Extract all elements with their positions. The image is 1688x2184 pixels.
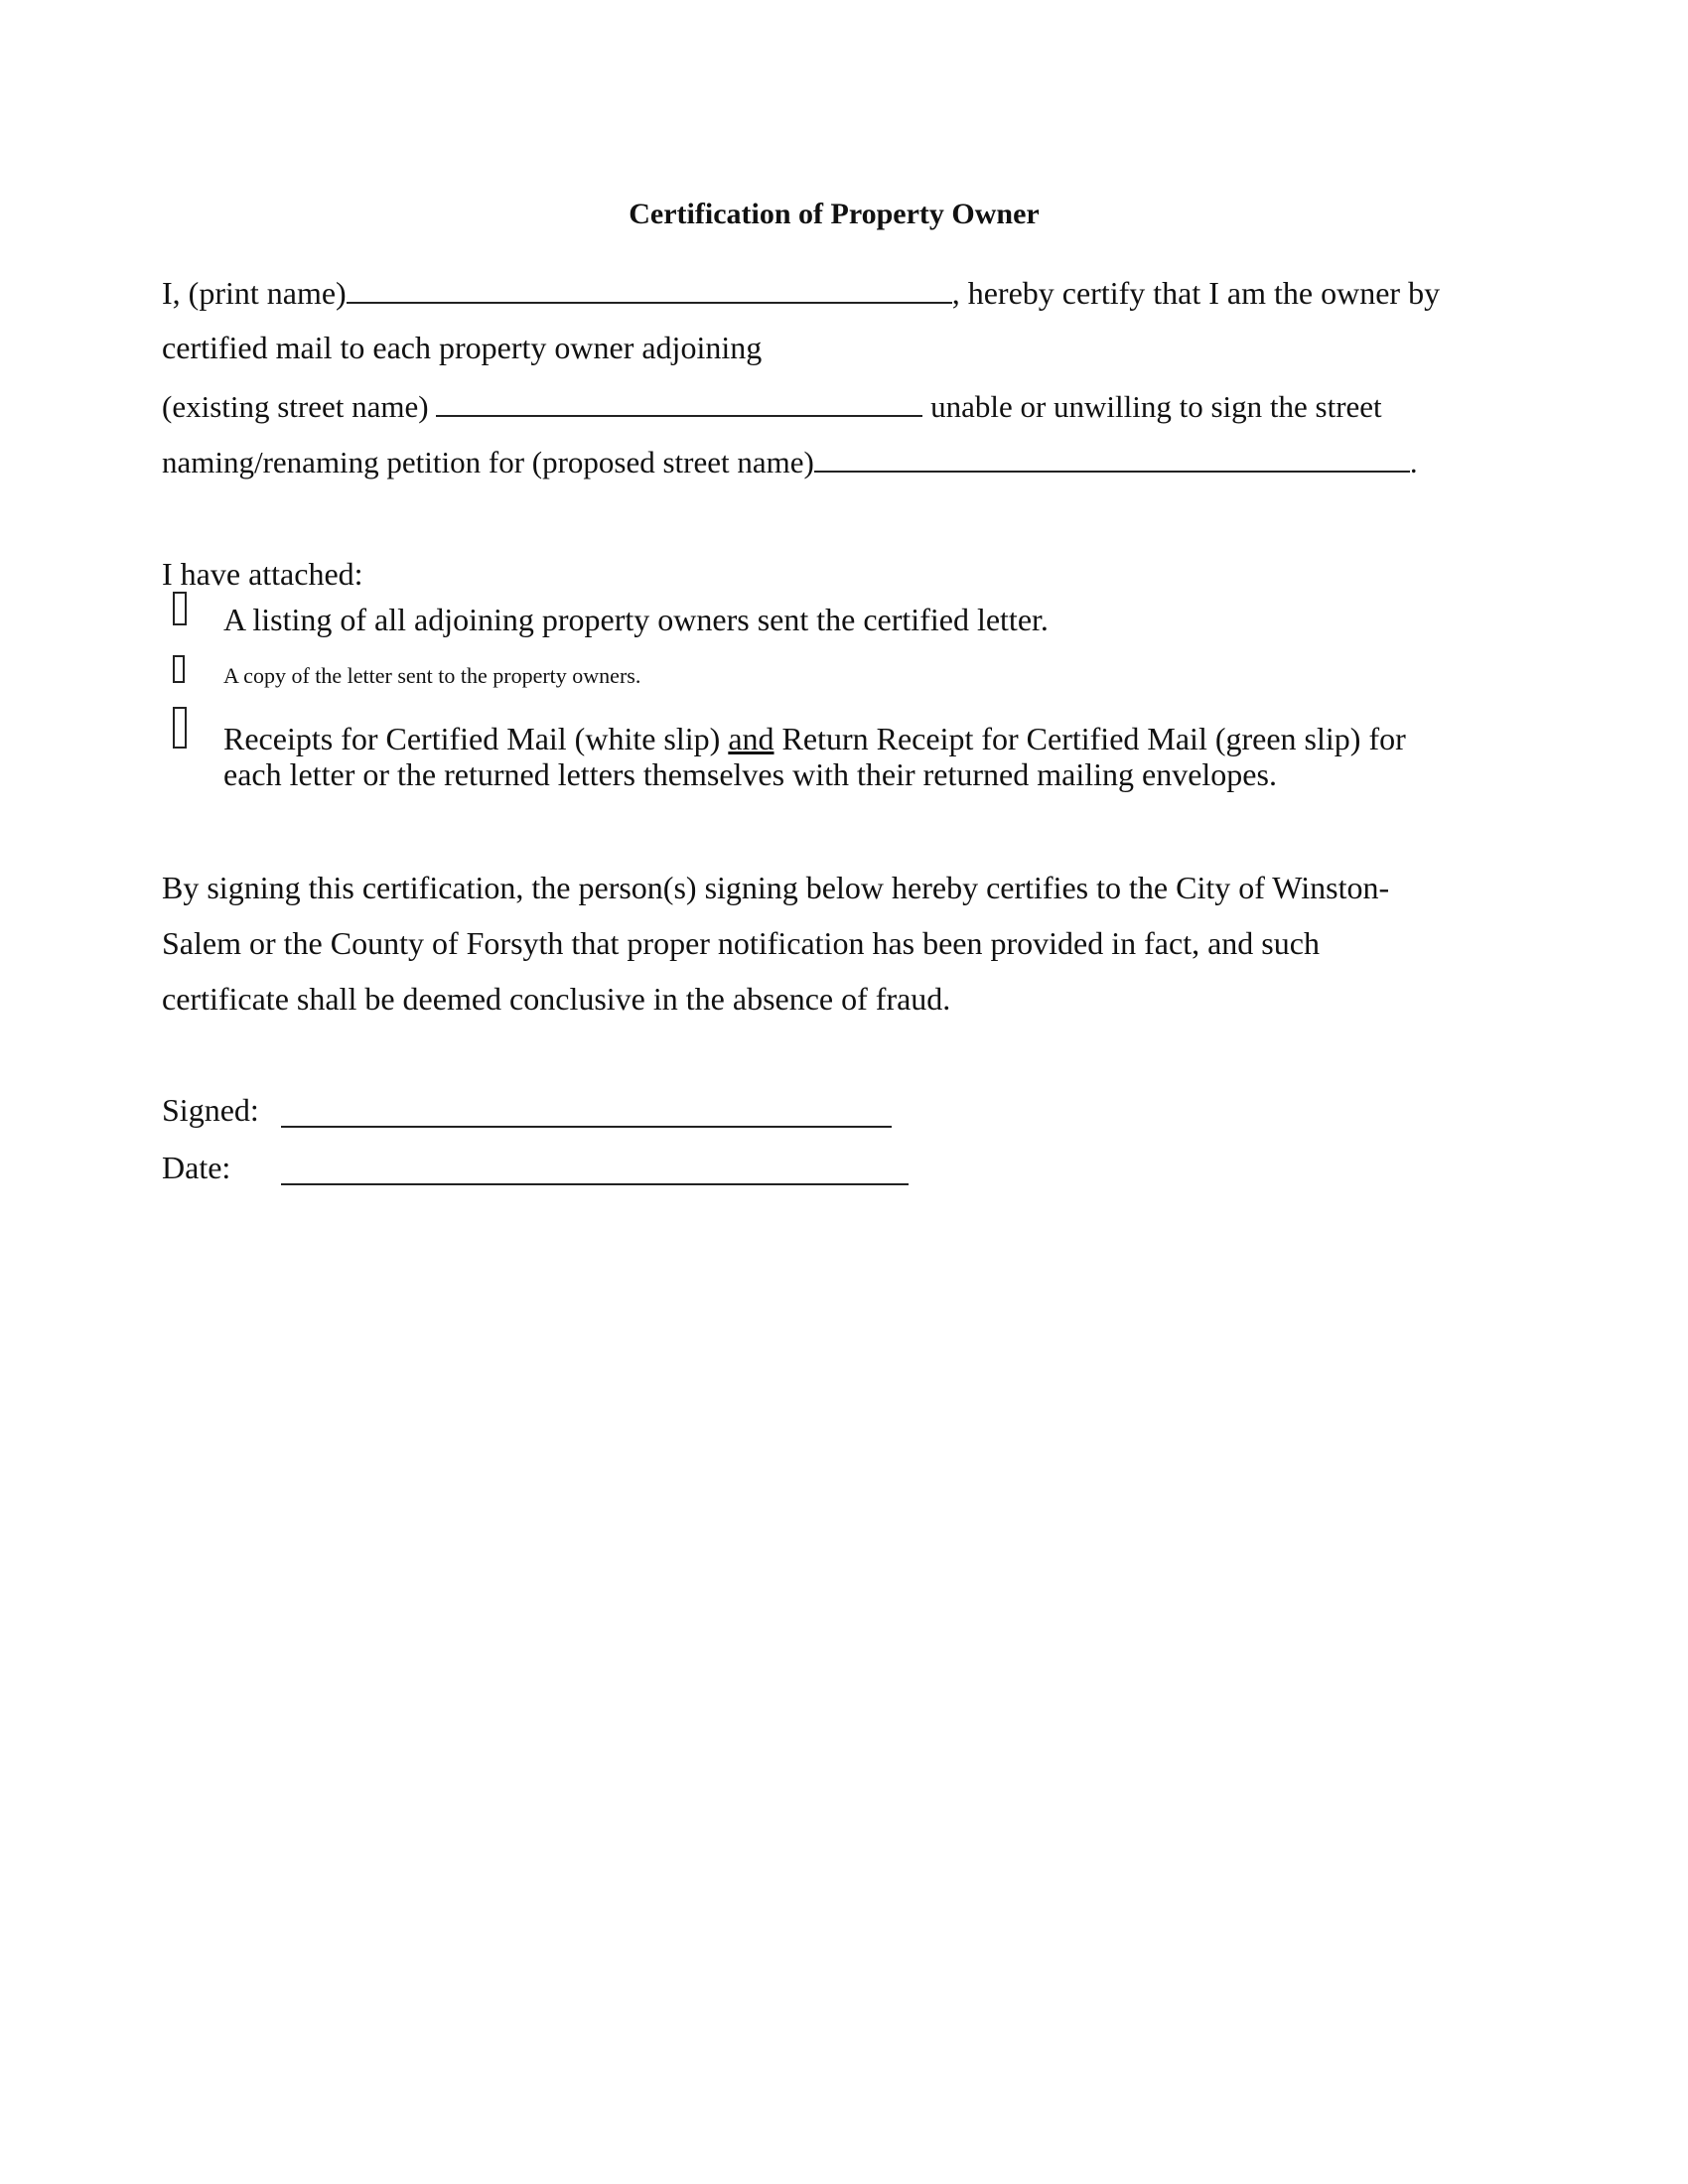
proposed-street-line xyxy=(162,441,1418,482)
checklist-item-listing: A listing of all adjoining property owners sent the certified letter. xyxy=(223,602,1049,637)
date-field[interactable] xyxy=(281,1183,909,1185)
date-label: Date: xyxy=(162,1150,231,1185)
proposed-street-suffix: . xyxy=(1409,445,1418,479)
checklist-item-letter-copy: A copy of the letter sent to the property owners. xyxy=(223,663,641,688)
attached-heading: I have attached: xyxy=(162,556,363,592)
checkbox-icon[interactable] xyxy=(173,655,185,683)
certification-paragraph-line: Salem or the County of Forsyth that proper notification has been provided in fact, and such xyxy=(162,925,1320,961)
proposed-street-label: naming/renaming petition for (proposed street name) xyxy=(162,445,814,479)
receipts-text-line2: each letter or the returned letters themselves with their returned mailing envelopes. xyxy=(223,756,1277,792)
signed-label: Signed: xyxy=(162,1092,259,1128)
existing-street-line xyxy=(162,385,1382,427)
certification-paragraph-line: certificate shall be deemed conclusive in the absence of fraud. xyxy=(162,981,951,1017)
certification-paragraph-line: By signing this certification, the person(s) signing below hereby certifies to the City of Winston- xyxy=(162,870,1390,905)
receipts-text-before: Receipts for Certified Mail (white slip) xyxy=(223,721,729,756)
checkbox-icon[interactable] xyxy=(173,592,187,625)
signature-field[interactable] xyxy=(281,1126,892,1128)
print-name-suffix: , hereby certify that I am the owner by xyxy=(951,275,1441,311)
document-title: Certification of Property Owner xyxy=(629,198,1040,230)
proposed-street-blank[interactable] xyxy=(814,441,1410,473)
checklist-item-receipts xyxy=(223,721,1406,792)
print-name-blank[interactable] xyxy=(347,272,952,304)
checkbox-icon[interactable] xyxy=(173,707,187,749)
print-name-label: I, (print name) xyxy=(162,275,347,311)
existing-street-label: (existing street name) xyxy=(162,389,437,424)
print-name-line xyxy=(162,272,1440,313)
existing-street-blank[interactable] xyxy=(436,385,922,417)
existing-street-suffix: unable or unwilling to sign the street xyxy=(922,389,1382,424)
certified-mail-line: certified mail to each property owner adjoining xyxy=(162,330,763,365)
receipts-text-after: Return Receipt for Certified Mail (green slip) for xyxy=(774,721,1406,756)
receipts-text-underlined: and xyxy=(728,721,774,756)
